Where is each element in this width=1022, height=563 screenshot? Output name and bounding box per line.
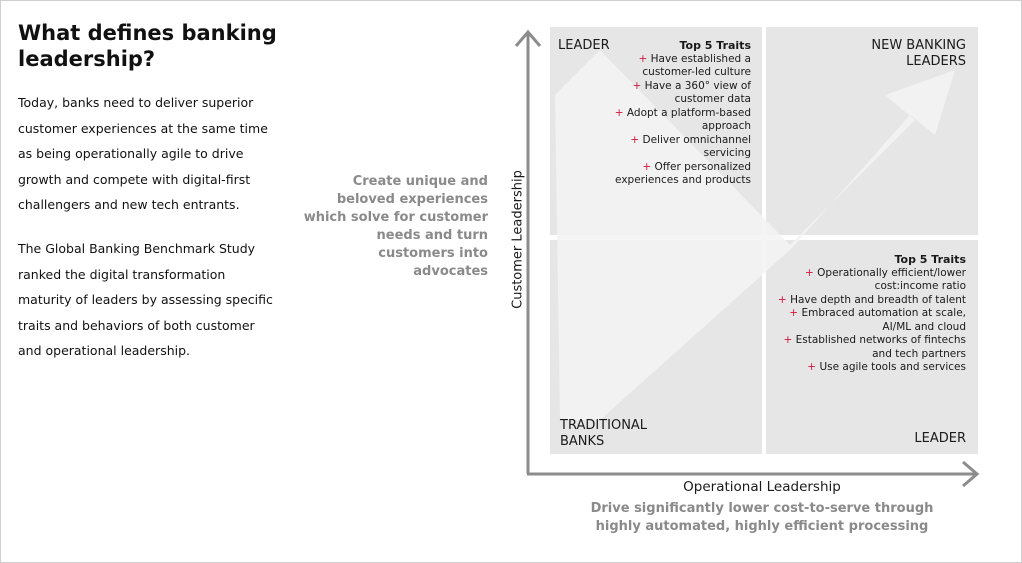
customer-trait-item: + Deliver omnichannel servicing <box>630 133 751 159</box>
intro-paragraph: Today, banks need to deliver superior customer experiences at the same time as being operationally agile to drive growth and compete with digital-first challengers and new tech entrants. <box>18 95 268 212</box>
page-title: What defines banking leadership? <box>18 21 277 71</box>
plus-icon: + <box>632 79 642 92</box>
operational-trait-item: + Established networks of fintechs and tech partners <box>783 334 966 360</box>
plus-icon: + <box>789 307 799 319</box>
customer-leadership-claim: Create unique and beloved experiences which solve for customer needs and turn customers into advocates <box>303 174 488 279</box>
customer-trait-item: + Have a 360° view of customer data <box>632 79 751 105</box>
operational-trait-item: + Use agile tools and services <box>807 361 966 373</box>
plus-icon: + <box>777 293 787 306</box>
operational-leadership-claim: Drive significantly lower cost-to-serve through highly automated, highly efficient processing <box>590 501 934 534</box>
plus-icon: + <box>614 106 624 119</box>
quadrant-label-bottom-right: LEADER <box>914 431 966 446</box>
quadrant-label-top-right: NEW BANKING LEADERS <box>871 38 966 69</box>
x-axis-label: Operational Leadership <box>683 479 841 495</box>
customer-trait-item: + Offer personalized experiences and products <box>615 160 751 186</box>
plus-icon: + <box>783 334 793 346</box>
operational-trait-item: + Have depth and breadth of talent <box>777 293 966 306</box>
plus-icon: + <box>804 266 814 279</box>
plus-icon: + <box>807 361 817 373</box>
customer-trait-item: + Have established a customer-led culture <box>638 52 751 78</box>
plus-icon: + <box>630 133 640 146</box>
study-paragraph: The Global Banking Benchmark Study ranked the digital transformation maturity of leaders by assessing specific traits and behaviors of both customer and operational leadership. <box>18 241 273 358</box>
quadrant-label-top-left: LEADER <box>558 38 610 53</box>
y-axis-label: Customer Leadership <box>510 170 526 309</box>
operational-trait-item: + Embraced automation at scale, AI/ML and cloud <box>789 307 966 333</box>
operational-trait-item: + Operationally efficient/lower cost:income ratio <box>804 266 966 292</box>
operational-traits-heading: Top 5 Traits <box>894 253 966 266</box>
quadrant-label-bottom-left: TRADITIONAL BANKS <box>560 418 648 449</box>
operational-traits-list <box>776 253 966 375</box>
customer-trait-item: + Adopt a platform-based approach <box>614 106 751 132</box>
customer-traits-list <box>588 39 751 188</box>
customer-traits-heading: Top 5 Traits <box>679 39 751 52</box>
plus-icon: + <box>638 52 648 65</box>
plus-icon: + <box>642 160 652 173</box>
